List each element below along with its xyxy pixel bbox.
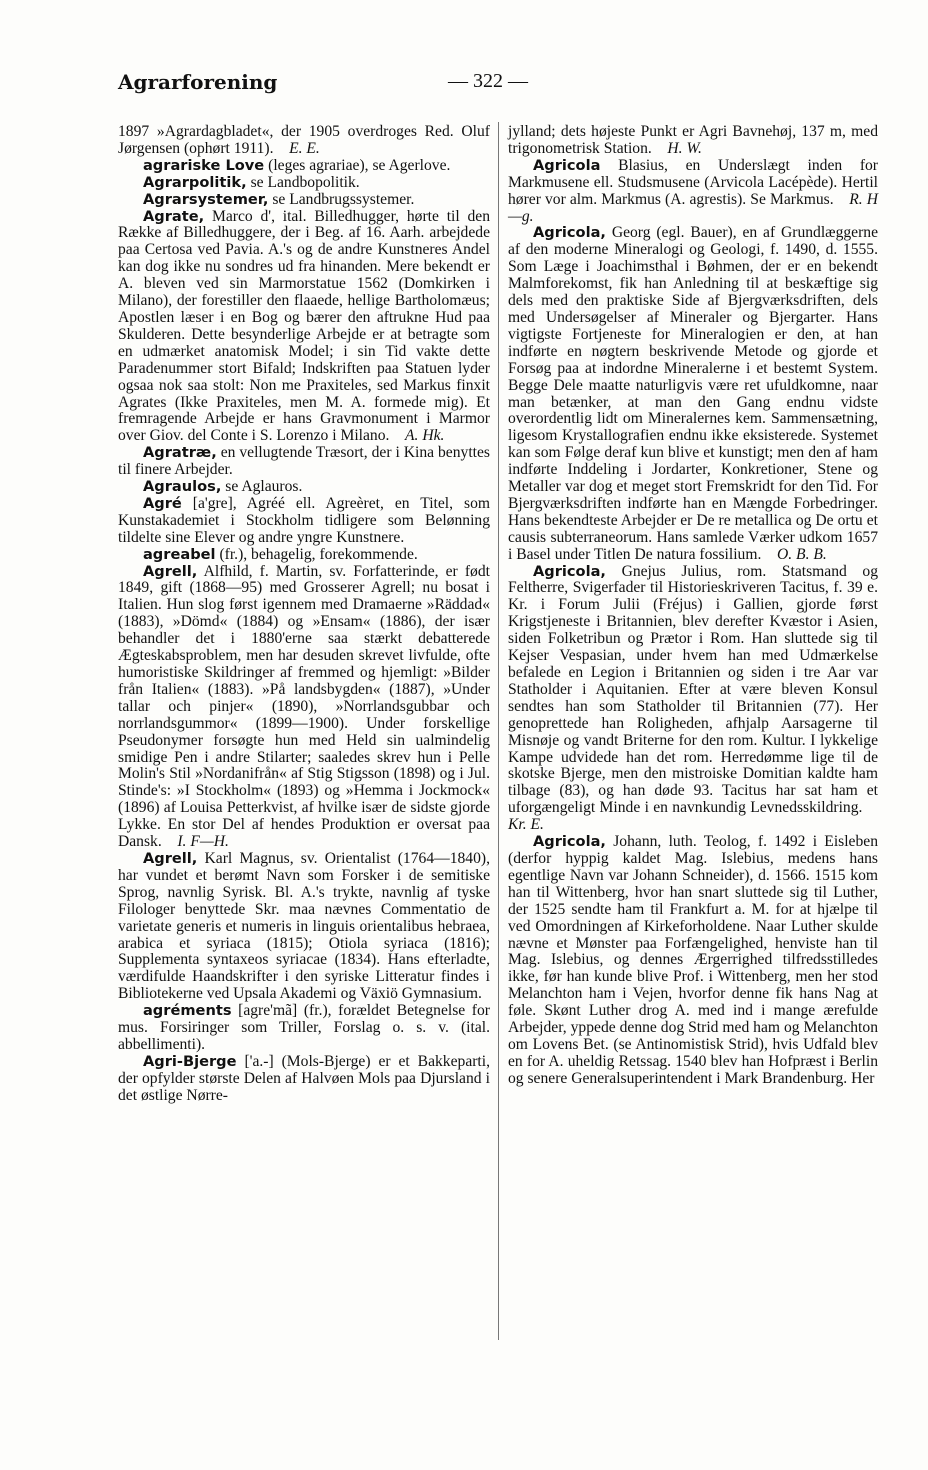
dictionary-entry: [118, 209, 490, 446]
entry-signature: I. F—H.: [177, 833, 229, 851]
dictionary-entry: [118, 192, 490, 209]
entry-body: 1897 »Agrardagbladet«, der 1905 overdroges Red. Oluf Jørgensen (ophørt 1911).: [118, 123, 490, 157]
entry-headword: agreabel: [142, 545, 216, 563]
entry-headword: Agrate,: [142, 207, 205, 225]
right-column: [508, 124, 878, 1088]
page-number: — 322 —: [448, 70, 528, 92]
entry-body: Johann, luth. Teolog, f. 1492 i Eisleben (derfor hyppig kaldet Mag. Islebius, medens hans egentlige Navn var Johann Schneider), d. 1566. 1515 kom han til Wittenberg, hvor han snart sluttede sig til Luther, der 1525 sendte ham til Frankfurt a. M. for at hjælpe til ved Omordningen af Kirkeforholdene. Naar Luther skulde nævne et Mønster paa Forfængelighed, henviste han til Mag. Islebius, og dennes Ærgerrighed tilfredsstilledes ikke, før han kunde blive Prof. i Wittenberg, men her stod Melanchton ham i Vejen, hvorfor denne fik hans Nag at føle. Skønt Luther drog A. med ind i mange ærefulde Arbejder, yppede denne dog Strid med ham og Melanchton om Lovens Bet. (se Antinomistisk Strid), hvis Udfald blev en for A. uheldig Retssag. 1540 blev han Hofpræst i Berlin og senere Generalsuperintendent i Mark Brandenburg. Her: [508, 833, 878, 1087]
dictionary-entry: [118, 445, 490, 479]
dictionary-entry: [118, 158, 490, 175]
entry-body: Marco d', ital. Billedhugger, hørte til den Række af Billedhuggere, der i Beg. af 16. Aarh. arbejdede paa Certosa ved Pavia. A.'s og de andre Kunstneres Andel kan dog ikke nu sondres ud fra hinanden. Mere bekendt er A. bleven ved sin Marmorstatue 1562 (Domkirken i Milano), der forestiller den flaaede, hellige Bartholomæus; Apostlen læser i en Bog og bærer den aftrukne Hud paa Skulderen. Dette besynderlige Arbejde er at betragte som en udmærket anatomisk Model; i sin Tid vakte dette Paradenummer stort Bifald; Indskriften paa Statuen lyder ogsaa nok saa stolt: Non me Praxiteles, sed Markus finxit Agrates (Ikke Praxiteles, men M. A. formede mig). Et fremragende Arbejde er hans Gravmonument i Marmor over Giov. del Conte i S. Lorenzo i Milano.: [118, 207, 490, 445]
entry-headword: Agricola,: [532, 562, 606, 580]
entry-signature: A. Hk.: [405, 427, 445, 445]
entry-body: [a'gre], Agréé ell. Agreèret, en Titel, som Kunstakademiet i Stockholm tidligere som Belønning tildelte sine Elever og andre yngre Kunstnere.: [118, 494, 490, 546]
entry-headword: Agricola: [532, 156, 601, 174]
entry-signature: Kr. E.: [508, 816, 544, 834]
left-column: [118, 124, 490, 1105]
entry-headword: Agrell,: [142, 849, 198, 867]
column-divider: [498, 122, 499, 1340]
entry-headword: Agricola,: [532, 833, 606, 851]
entry-headword: Agraulos,: [142, 478, 222, 496]
entry-body: [agre'mã] (fr.), forældet Betegnelse for mus. Forsiringer som Triller, Forslag o. s. v. (ital. abbellimenti).: [118, 1002, 490, 1053]
entry-body: Georg (egl. Bauer), en af Grundlæggerne af den moderne Mineralogi og Geologi, f. 1490, d. 1555. Som Læge i Joachimsthal i Bøhmen, der er en bekendt Malmforekomst, fik han Anledning til at beskæftige sig dels med den praktiske Side af Bjergværksdriften, dels med Undersøgelser af Mineraler og Bjergarter. Hans vigtigste Fortjeneste for Mineralogien er den, at han indførte en nøgtern beskrivende Metode og gjorde et Forsøg paa at indordne Mineralerne i et bestemt System. Begge Dele maatte naturligvis være ret ufuldkomne, naar man betænker, at man den Gang endnu vidste overordentlig lidt om Mineralernes kem. Sammensætning, ligesom Krystallografien endnu ikke eksisterede. Systemet kan som Følge deraf kun blive et kunstigt; men den af ham indførte Inddeling i Jordarter, Konkretioner, Stene og Metaller var dog et meget stort Fremskridt for den Tid. For Bjergværksdriften indførte han en Mængde Forbedringer. Hans bekendteste Arbejder er De re metallica og De ortu et causis subterraneorum. Hans samlede Værker udkom 1657 i Basel under Titlen De natura fossilium.: [508, 224, 878, 563]
entry-headword: Agricola,: [532, 224, 606, 242]
dictionary-entry: [508, 564, 878, 835]
entry-headword: Agrarsystemer,: [142, 190, 269, 208]
entry-body: Gnejus Julius, rom. Statsmand og Feltherre, Svigerfader til Historieskriveren Tacitus, f. 39 e. Kr. i Forum Julii (Fréjus) i Gallien, gjorde først Krigstjeneste i Britannien, blev derefter Kvæstor i Asien, siden Folketribun og Prætor i Rom. Han sluttede sig til Kejser Vespasian, under hvem han med Udmærkelse befalede en Legion i Britannien og siden i tre Aar var Statholder i Aquitanien. Efter at være bleven Konsul sendtes han som Statholder til Britannien (77). Her genoprettede han Roligheden, afhjalp Aarsagerne til Misnøje og vandt Briterne for den rom. Kultur. I lykkelige Kampe udvidede han det rom. Herredømme lige til de skotske Bjerge, men den mistroiske Domitian kaldte ham tilbage (83), og han døde 93. Tacitus har sat ham et uforgængeligt Minde i en navnkundig Levnedsskildring.: [508, 562, 878, 817]
dictionary-entry: [508, 158, 878, 226]
page-header: [118, 70, 878, 104]
running-headword: Agrarforening: [118, 70, 278, 94]
entry-body: Karl Magnus, sv. Orientalist (1764—1840), har vundet et berømt Navn som Forsker i de semitiske Sprog, navnlig Syrisk. Bl. A.'s trykte, navnlig af tyske Filologer benyttede Skr. maa nævnes Commentatio de varietate generis et numeris in linguis orientalibus hebraea, arabica et syriaca (1815); Otiola syriaca (1816); Supplementa syntaxeos syriacae (1834). Hans efterladte, værdifulde Haandskrifter i den syriske Litteratur findes i Bibliotekerne ved Upsala Akademi og Växiö Gymnasium.: [118, 849, 490, 1003]
entry-body: Alfhild, f. Martin, sv. Forfatterinde, er født 1849, gift (1868—95) med Grosserer Agrell; nu bosat i Italien. Hun slog først igennem med Dramaerne »Räddad« (1883), »Dömd« (1884) og »Ensam« (1886), der især behandler det i 1880'erne saa stærkt debatterede Ægteskabsproblem, men har desuden skrevet livfulde, ofte humoristiske Skildringer af fremmed og hjemligt: »Bilder från Italien« (1883). »På landsbygden« (1887), »Under tallar och pinjer« (1890), »Norrlandsgubbar och norrlandsgummor« (1899—1900). Under forskellige Pseudonymer forsøgte hun med Held sin ualmindelig smidige Pen i andre Stilarter; saaledes skrev hun i Pelle Molin's Stil »Nordanifrån« af Stig Stigsson (1898) og i Jul. Stinde's: »I Stockholm« (1893) og »Hemma i Jockmock« (1896) af Louisa Petterkvist, af hvilke især de sidste gjorde Lykke. En stor Del af hendes Produktion er oversat paa Dansk.: [118, 562, 490, 851]
dictionary-entry: [508, 124, 878, 158]
dictionary-entry: [508, 834, 878, 1088]
entry-body: ['a.-] (Mols-Bjerge) er et Bakkeparti, der opfylder største Delen af Halvøen Mols paa Djursland i det østlige Nørre-: [118, 1052, 490, 1104]
entry-body: Blasius, en Underslægt inden for Markmusene ell. Studsmusene (Arvicola Lacépède). Hertil hører vor alm. Markmus (A. agrestis). Se Markmus.: [508, 156, 879, 208]
dictionary-entry: [118, 564, 490, 851]
entry-body: se Aglauros.: [225, 478, 303, 496]
entry-headword: Agrell,: [142, 562, 198, 580]
entry-body: (leges agrariae), se Agerlove.: [268, 156, 451, 174]
dictionary-entry: [118, 479, 490, 496]
dictionary-entry: [508, 225, 878, 563]
entry-body: en vellugtende Træsort, der i Kina benyttes til finere Arbejder.: [118, 444, 490, 479]
entry-signature: H. W.: [667, 139, 702, 157]
dictionary-entry: [118, 1003, 490, 1054]
entry-body: se Landbopolitik.: [250, 173, 360, 191]
entry-headword: Agratræ,: [142, 444, 217, 462]
dictionary-entry: [118, 496, 490, 547]
dictionary-entry: [118, 1054, 490, 1105]
entry-signature: O. B. B.: [776, 545, 827, 563]
dictionary-entry: [118, 851, 490, 1003]
entry-body: (fr.), behagelig, forekommende.: [219, 545, 418, 563]
entry-signature: E. E.: [289, 139, 320, 157]
entry-body: jylland; dets højeste Punkt er Agri Bavnehøj, 137 m, med trigonometrisk Station.: [508, 123, 878, 157]
entry-headword: agréments: [142, 1002, 232, 1020]
entry-headword: Agri-Bjerge: [142, 1052, 237, 1070]
entry-body: se Landbrugssystemer.: [272, 190, 415, 208]
entry-headword: Agrarpolitik,: [142, 173, 247, 191]
dictionary-entry: [118, 175, 490, 192]
entry-headword: agrariske Love: [142, 156, 265, 174]
entry-headword: Agré: [142, 494, 182, 512]
dictionary-entry: [118, 124, 490, 158]
dictionary-entry: [118, 547, 490, 564]
entry-signature: R. H—g.: [508, 190, 878, 225]
